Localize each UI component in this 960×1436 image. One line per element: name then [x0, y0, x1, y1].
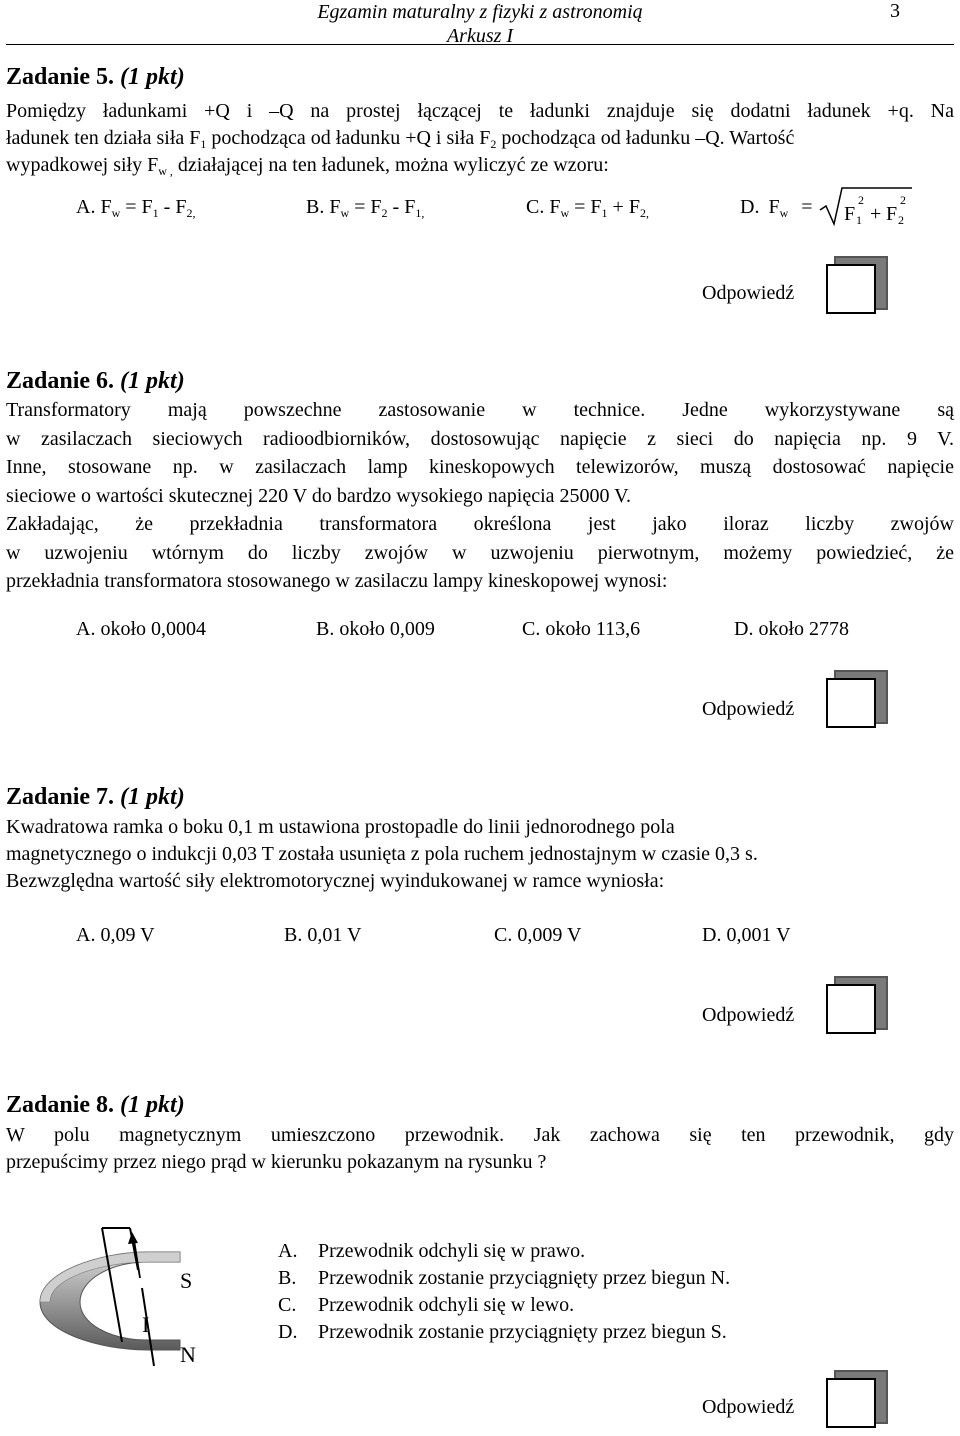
conductor-wire — [102, 1228, 122, 1342]
task8-answer-label: Odpowiedź — [702, 1396, 795, 1418]
choice-letter: A. — [278, 1240, 298, 1262]
task5-line1: Pomiędzy ładunkami +Q i –Q na prostej łączącej te ładunki znajduje się dodatni ładunek +q. Na — [6, 100, 954, 122]
task5-line2: ładunek ten działa siła $F_1$ pochodząca od ładunku +Q i siła $F_2$ pochodząca od ładunku –Q. Wartość — [6, 127, 795, 151]
task6-option-b: B. około 0,009 — [316, 618, 435, 640]
svg-text:2: 2 — [900, 193, 906, 207]
task7-line: magnetycznego o indukcji 0,03 T została usunięta z pola ruchem jednostajnym w czasie 0,3 s. — [6, 843, 758, 865]
choice-text: Przewodnik odchyli się w lewo. — [318, 1294, 575, 1316]
task8-line: W polu magnetycznym umieszczono przewodnik. Jak zachowa się ten przewodnik, gdy — [6, 1124, 954, 1146]
task7-title: Zadanie 7. — [6, 784, 115, 810]
task6-title: Zadanie 6. — [6, 368, 115, 394]
task6-option-c: C. około 113,6 — [522, 618, 641, 640]
task5-answer-box[interactable] — [826, 256, 884, 314]
choice-text: Przewodnik zostanie przyciągnięty przez biegun N. — [318, 1267, 731, 1289]
svg-text:F: F — [886, 203, 898, 225]
task5-option-b-letter: B. — [306, 196, 325, 218]
task7-answer-box[interactable] — [826, 976, 884, 1034]
task8-choice-b — [278, 1265, 878, 1292]
task6-line: w uzwojeniu wtórnym do liczby zwojów w uzwojeniu pierwotnym, możemy powiedzieć, że — [6, 541, 954, 564]
task8-choice-c — [278, 1292, 878, 1319]
svg-text:+: + — [870, 203, 882, 225]
label-s: S — [180, 1268, 193, 1293]
task6-answer-box[interactable] — [826, 670, 884, 728]
task7-heading — [6, 784, 185, 811]
task8-answer-box[interactable] — [826, 1370, 884, 1428]
svg-text:2: 2 — [858, 193, 864, 207]
task7-text — [6, 814, 954, 895]
task6-text — [6, 396, 954, 596]
choice-text: Przewodnik zostanie przyciągnięty przez biegun S. — [318, 1321, 727, 1343]
task7-option-b: B. 0,01 V — [284, 924, 362, 946]
label-n: N — [180, 1342, 196, 1367]
header-title — [0, 0, 960, 48]
task5-option-d-letter: D. — [740, 196, 760, 218]
choice-letter: C. — [278, 1294, 297, 1316]
task5-option-a: A. $F_w = F_1 - F_{2,}$ — [76, 196, 196, 220]
task7-line: Kwadratowa ramka o boku 0,1 m ustawiona prostopadle do linii jednorodnego pola — [6, 816, 675, 838]
task7-option-a: A. 0,09 V — [76, 924, 155, 946]
sqrt-formula — [818, 184, 914, 228]
task6-line: w zasilaczach sieciowych radioodbiorników, dostosowując napięcie z sieci do napięcia np. 9 V. — [6, 427, 954, 450]
label-i: I — [142, 1312, 150, 1337]
choice-letter: B. — [278, 1267, 297, 1289]
task5-answer-label: Odpowiedź — [702, 282, 795, 304]
task6-line: przekładnia transformatora stosowanego w zasilaczu lampy kineskopowej wynosi: — [6, 570, 668, 592]
task5-text — [6, 98, 954, 179]
task8-heading — [6, 1092, 185, 1119]
task5-option-c-letter: C. — [526, 196, 545, 218]
task8-choice-d — [278, 1319, 878, 1346]
task6-line: Transformatory mają powszechne zastosowanie w technice. Jedne wykorzystywane są — [6, 399, 954, 421]
task7-option-c: C. 0,009 V — [494, 924, 582, 946]
task5-option-d: D. $F_w$ = — [740, 196, 813, 220]
task6-line: Zakładając, że przekładnia transformatora określona jest jako iloraz liczby zwojów — [6, 513, 954, 535]
task6-heading — [6, 368, 185, 395]
current-arrow-head — [128, 1232, 138, 1244]
task6-line: sieciowe o wartości skutecznej 220 V do bardzo wysokiego napięcia 25000 V. — [6, 484, 632, 507]
task5-title: Zadanie 5. — [6, 64, 115, 90]
task6-option-d: D. około 2778 — [734, 618, 849, 640]
choice-text: Przewodnik odchyli się w prawo. — [318, 1240, 586, 1262]
svg-text:1: 1 — [856, 213, 862, 227]
header-title-line1: Egzamin maturalny z fizyki z astronomią — [317, 1, 643, 23]
svg-text:F: F — [844, 203, 856, 225]
task8-line: przepuścimy przez niego prąd w kierunku pokazanym na rysunku ? — [6, 1151, 547, 1173]
header-rule — [6, 44, 954, 45]
task6-points: (1 pkt) — [120, 368, 185, 394]
task8-text — [6, 1122, 954, 1176]
task7-points: (1 pkt) — [120, 784, 185, 810]
page-number: 3 — [890, 0, 900, 22]
task8-choices — [278, 1238, 878, 1346]
horseshoe-magnet — [40, 1252, 180, 1350]
task8-points: (1 pkt) — [120, 1092, 185, 1118]
task7-line: Bezwzględna wartość siły elektromotorycznej wyindukowanej w ramce wyniosła: — [6, 870, 665, 892]
task6-line: Inne, stosowane np. w zasilaczach lamp kineskopowych telewizorów, muszą dostosować napięcie — [6, 456, 954, 478]
header-title-line2: Arkusz I — [446, 25, 514, 47]
task6-answer-label: Odpowiedź — [702, 698, 795, 720]
task8-title: Zadanie 8. — [6, 1092, 115, 1118]
task5-option-c: C. $F_w = F_1 + F_{2,}$ — [526, 196, 649, 220]
task6-option-a: A. około 0,0004 — [76, 618, 206, 640]
task8-choice-a — [278, 1238, 878, 1265]
task5-points: (1 pkt) — [120, 64, 185, 90]
task5-option-a-letter: A. — [76, 196, 96, 218]
task5-heading — [6, 64, 185, 91]
task5-line3: wypadkowej siły $F_{w ,}$ działającej na ten ładunek, można wyliczyć ze wzoru: — [6, 154, 609, 178]
task7-answer-label: Odpowiedź — [702, 1004, 795, 1026]
task5-option-b: B. $F_w = F_2 - F_{1,}$ — [306, 196, 425, 220]
choice-letter: D. — [278, 1321, 298, 1343]
svg-text:2: 2 — [898, 213, 904, 227]
magnet-figure — [30, 1224, 250, 1384]
task7-option-d: D. 0,001 V — [702, 924, 791, 946]
